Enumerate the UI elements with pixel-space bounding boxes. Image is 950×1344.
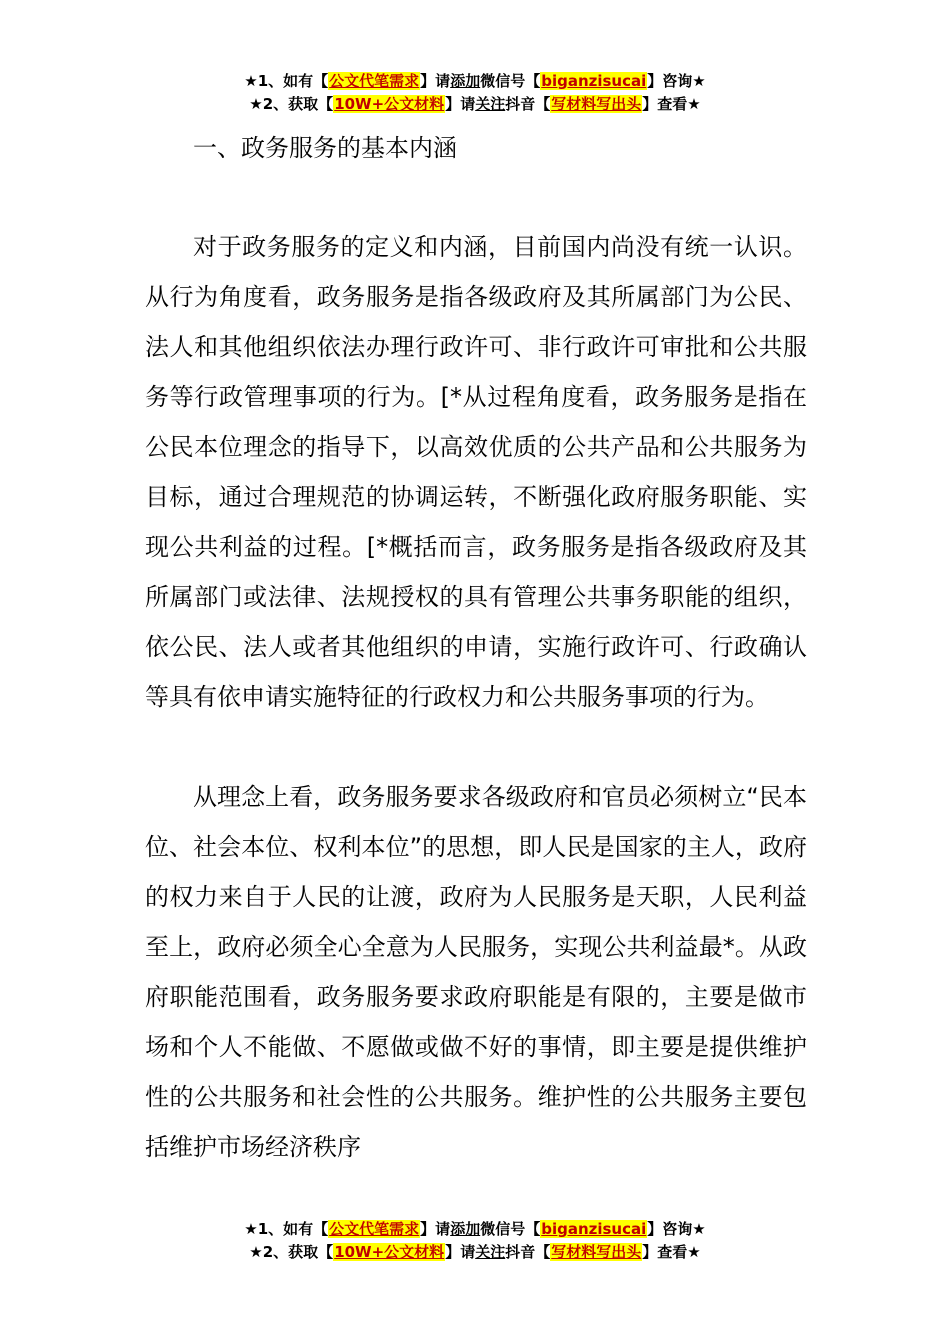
banner-line-2 [0,1241,950,1264]
banner-text: 】请 [445,95,476,113]
banner-text: 抖音【 [505,1243,551,1261]
footer-banner [0,1218,950,1264]
paragraph-2: 从理念上看，政务服务要求各级政府和官员必须树立“民本位、社会本位、权利本位”的思想，即人民是国家的主人，政府的权力来自于人民的让渡，政府为人民服务是天职，人民利益至上，政府必须全心全意为人民服务，实现公共利益最*。从政府职能范围看，政务服务要求政府职能是有限的，主要是做市场和个人不能做、不愿做或做不好的事情，即主要是提供维护性的公共服务和社会性的公共服务。维护性的公共服务主要包括维护市场经济秩序 [145,783,807,1161]
banner-highlight: 10W+公文材料 [334,1243,445,1261]
header-banner [0,70,950,116]
banner-text: 】请 [445,1243,476,1261]
banner-underline: 关注 [475,95,506,113]
banner-text: 】请 [420,1220,451,1238]
banner-line-1 [0,70,950,93]
paragraph-1: 对于政务服务的定义和内涵，目前国内尚没有统一认识。从行为角度看，政务服务是指各级政府及其所属部门为公民、法人和其他组织依法办理行政许可、非行政许可审批和公共服务等行政管理事项的行为。[*从过程角度看，政务服务是指在公民本位理念的指导下，以高效优质的公共产品和公共服务为目标，通过合理规范的协调运转，不断强化政府服务职能、实现公共利益的过程。[*概括而言，政务服务是指各级政府及其所属部门或法律、法规授权的具有管理公共事务职能的组织，依公民、法人或者其他组织的申请，实施行政许可、行政确认等具有依申请实施特征的行政权力和公共服务事项的行为。 [145,233,807,711]
banner-underline: 关注 [475,1243,506,1261]
banner-text: 】咨询★ [647,1220,706,1238]
banner-text: 】咨询★ [647,72,706,90]
banner-text: 】查看★ [642,95,701,113]
banner-text: 微信号【 [480,1220,541,1238]
banner-line-2 [0,93,950,116]
banner-highlight: 公文代笔需求 [329,1220,420,1238]
banner-text: 抖音【 [505,95,551,113]
banner-underline: 添加 [450,72,481,90]
banner-text: ★1、如有【 [244,72,329,90]
banner-text: 】查看★ [642,1243,701,1261]
banner-line-1 [0,1218,950,1241]
section-heading: 一、政务服务的基本内涵 [193,134,457,162]
banner-text: ★2、获取【 [249,95,334,113]
banner-highlight: biganzisucai [541,1220,647,1238]
banner-highlight: 10W+公文材料 [334,95,445,113]
document-body [145,124,807,1172]
banner-highlight: biganzisucai [541,72,647,90]
banner-highlight: 写材料写出头 [551,1243,642,1261]
banner-highlight: 写材料写出头 [551,95,642,113]
banner-underline: 添加 [450,1220,481,1238]
banner-text: 】请 [420,72,451,90]
banner-text: ★1、如有【 [244,1220,329,1238]
banner-highlight: 公文代笔需求 [329,72,420,90]
banner-text: 微信号【 [480,72,541,90]
banner-text: ★2、获取【 [249,1243,334,1261]
